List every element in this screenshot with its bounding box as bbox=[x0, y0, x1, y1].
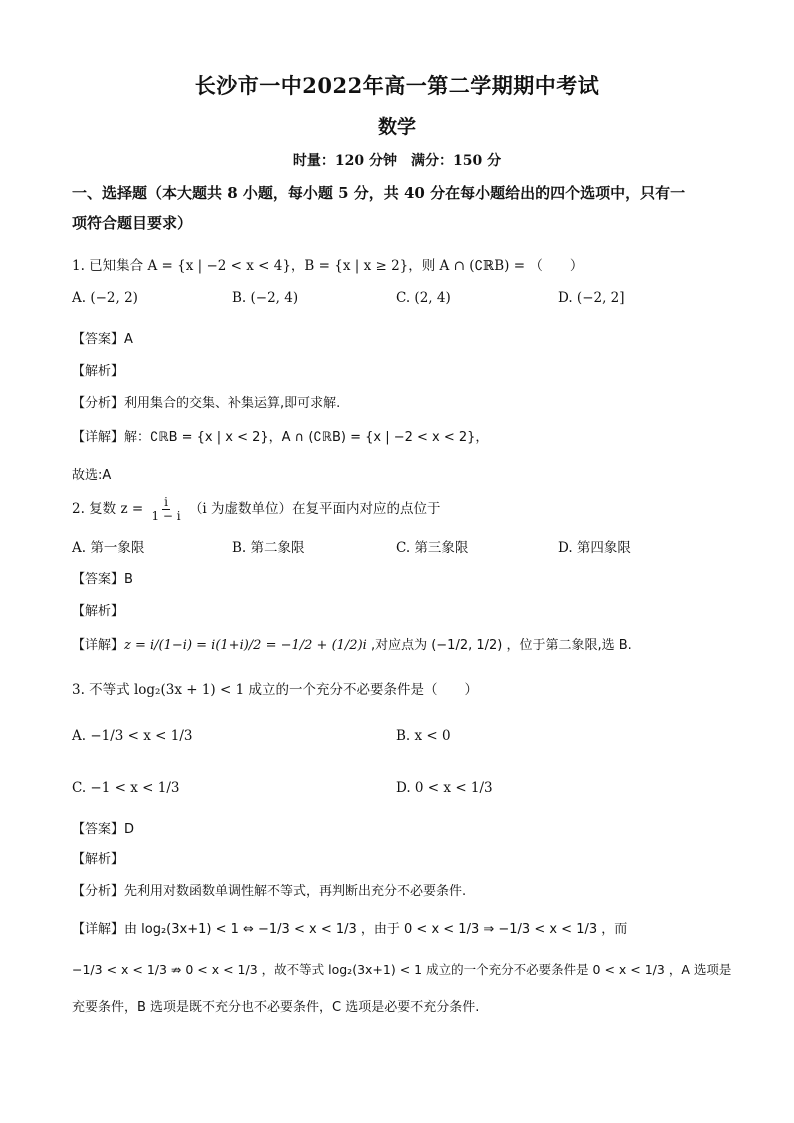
q2-stem-suffix: （i 为虚数单位）在复平面内对应的点位于 bbox=[188, 501, 441, 517]
q1-answer: 【答案】A bbox=[72, 332, 133, 347]
q1-option-c: C. (2, 4) bbox=[396, 290, 451, 306]
q3-stem: 3. 不等式 log₂(3x + 1) < 1 成立的一个充分不必要条件是（ ） bbox=[72, 682, 478, 698]
q3-detail-line3: 充要条件，B 选项是既不充分也不必要条件，C 选项是必要不充分条件. bbox=[72, 1000, 480, 1015]
q2-option-d: D. 第四象限 bbox=[558, 540, 631, 556]
q1-stem: 1. 已知集合 A = {x | −2 < x < 4}，B = {x | x ≥ 2}，则 A ∩ (∁ℝB) = （ ） bbox=[72, 258, 584, 274]
q2-detail-math: z = i/(1−i) = i(1+i)/2 = −1/2 + (1/2)i bbox=[124, 638, 367, 653]
q1-option-d: D. (−2, 2] bbox=[558, 290, 625, 306]
q2-analysis-label: 【解析】 bbox=[72, 604, 125, 619]
q1-conclusion: 故选:A bbox=[72, 468, 112, 483]
q2-frac-denominator: 1 − i bbox=[151, 509, 181, 523]
subject-title: 数学 bbox=[377, 116, 416, 138]
q2-detail-prefix: 【详解】 bbox=[72, 638, 125, 653]
q3-detail-line2: −1/3 < x < 1/3 ⇏ 0 < x < 1/3 ，故不等式 log₂(3x+1) < 1 成立的一个充分不必要条件是 0 < x < 1/3 ，A 选项是 bbox=[72, 962, 732, 977]
exam-meta: 时量：120 分钟 满分：150 分 bbox=[292, 153, 502, 169]
q3-option-b: B. x < 0 bbox=[396, 728, 451, 744]
section-heading-line2: 项符合题目要求） bbox=[72, 214, 193, 232]
q1-option-a: A. (−2, 2) bbox=[72, 290, 138, 306]
q1-detail: 【详解】解：∁ℝB = {x | x < 2}，A ∩ (∁ℝB) = {x | −2 < x < 2}， bbox=[72, 430, 489, 445]
q2-detail-suffix: ,对应点为 (−1/2, 1/2) ，位于第二象限,选 B. bbox=[366, 638, 632, 653]
q3-analysis-label: 【解析】 bbox=[72, 852, 125, 867]
q2-option-a: A. 第一象限 bbox=[72, 540, 145, 556]
q3-answer: 【答案】D bbox=[72, 822, 135, 837]
q3-option-a: A. −1/3 < x < 1/3 bbox=[72, 728, 193, 744]
q2-fraction bbox=[149, 496, 182, 523]
q2-stem-prefix: 2. 复数 z = bbox=[72, 501, 144, 517]
q1-option-b: B. (−2, 4) bbox=[232, 290, 299, 306]
q2-stem bbox=[72, 496, 441, 523]
q2-option-c: C. 第三象限 bbox=[396, 540, 469, 556]
q3-detail-line1: 【详解】由 log₂(3x+1) < 1 ⇔ −1/3 < x < 1/3 ，由于 0 < x < 1/3 ⇒ −1/3 < x < 1/3 ，而 bbox=[72, 922, 628, 937]
q1-analysis-label: 【解析】 bbox=[72, 364, 125, 379]
page-title: 长沙市一中2022年高一第二学期期中考试 bbox=[194, 73, 600, 98]
q2-detail bbox=[72, 634, 632, 653]
q3-option-c: C. −1 < x < 1/3 bbox=[72, 780, 180, 796]
q3-fenxi: 【分析】先利用对数函数单调性解不等式，再判断出充分不必要条件. bbox=[72, 884, 467, 899]
q1-fenxi: 【分析】利用集合的交集、补集运算,即可求解. bbox=[72, 396, 341, 411]
q2-option-b: B. 第二象限 bbox=[232, 540, 305, 556]
q2-frac-numerator: i bbox=[164, 495, 168, 509]
q3-option-d: D. 0 < x < 1/3 bbox=[396, 780, 493, 796]
q2-answer: 【答案】B bbox=[72, 572, 133, 587]
section-heading-line1: 一、选择题（本大题共 8 小题，每小题 5 分，共 40 分在每小题给出的四个选项中，只有一 bbox=[72, 184, 686, 202]
